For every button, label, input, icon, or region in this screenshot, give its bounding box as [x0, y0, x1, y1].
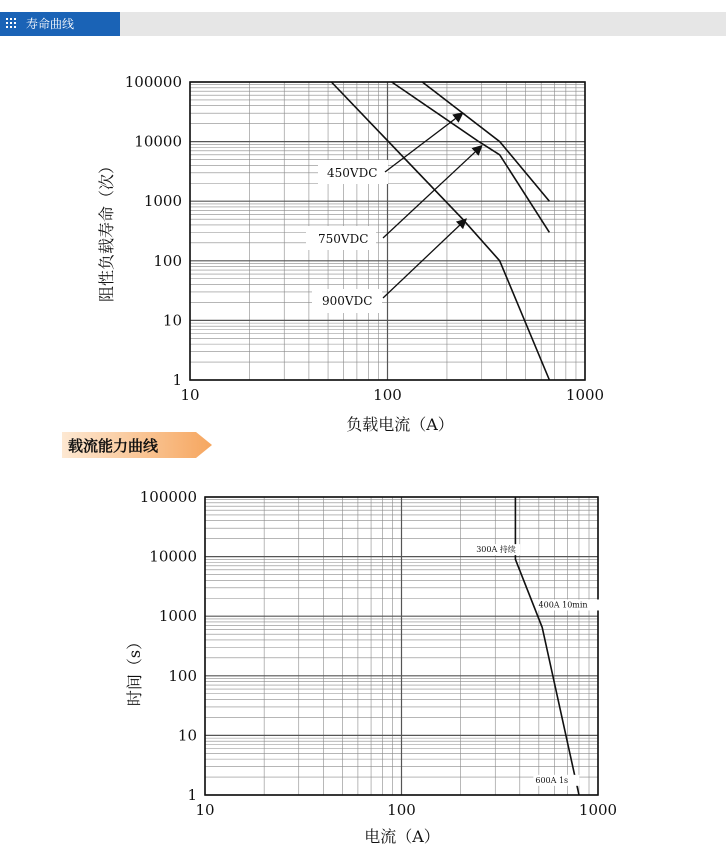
chart2-series-line-1 [515, 497, 579, 795]
chart2-y-tick-label: 1000 [158, 607, 197, 626]
chart2-y-axis-label: 时间（s） [125, 633, 144, 707]
chart2-x-axis-label: 电流（A） [364, 827, 440, 846]
chart1-y-tick-label: 1000 [143, 192, 182, 211]
chart2-x-tick-label: 100 [387, 801, 416, 819]
chart1-y-tick-label: 100000 [124, 73, 182, 91]
chart1-callout-label: 450VDC [327, 166, 378, 180]
chart2-annotation-label: 300A 持续 [476, 545, 516, 555]
chart2-y-tick-label: 10000 [149, 547, 197, 566]
chart1-x-tick-label: 100 [373, 386, 402, 404]
chart1-x-tick-label: 1000 [565, 386, 605, 404]
chart2-y-tick-label: 10 [177, 726, 197, 745]
chart1-callout-label: 750VDC [318, 232, 369, 246]
chart2-x-tick-label: 10 [195, 801, 215, 819]
chart1-y-tick-label: 1 [172, 371, 182, 389]
chart1-callout-label: 900VDC [322, 294, 373, 308]
chart1-callout-arrow [385, 113, 463, 172]
chart1-x-axis-label: 负载电流（A） [346, 415, 454, 434]
chart2-y-tick-label: 100000 [139, 488, 197, 506]
chart2-annotation-label: 400A 10min [538, 600, 588, 610]
chart1-y-tick-label: 100 [153, 251, 182, 270]
chart1-y-tick-label: 10000 [134, 132, 182, 151]
chart2-x-tick-label: 1000 [578, 801, 618, 819]
chart1-y-tick-label: 10 [162, 311, 182, 330]
chart1-x-tick-label: 10 [180, 386, 200, 404]
chart2-y-tick-label: 1 [187, 786, 197, 804]
header-title: 寿命曲线 [26, 17, 75, 31]
chart1-callout-arrow [383, 219, 466, 298]
chart1-y-axis-label: 阻性负载寿命（次） [97, 157, 116, 303]
chart2-annotation-label: 600A 1s [535, 775, 569, 785]
section-title: 载流能力曲线 [68, 437, 159, 455]
chart2-y-tick-label: 100 [168, 666, 197, 685]
